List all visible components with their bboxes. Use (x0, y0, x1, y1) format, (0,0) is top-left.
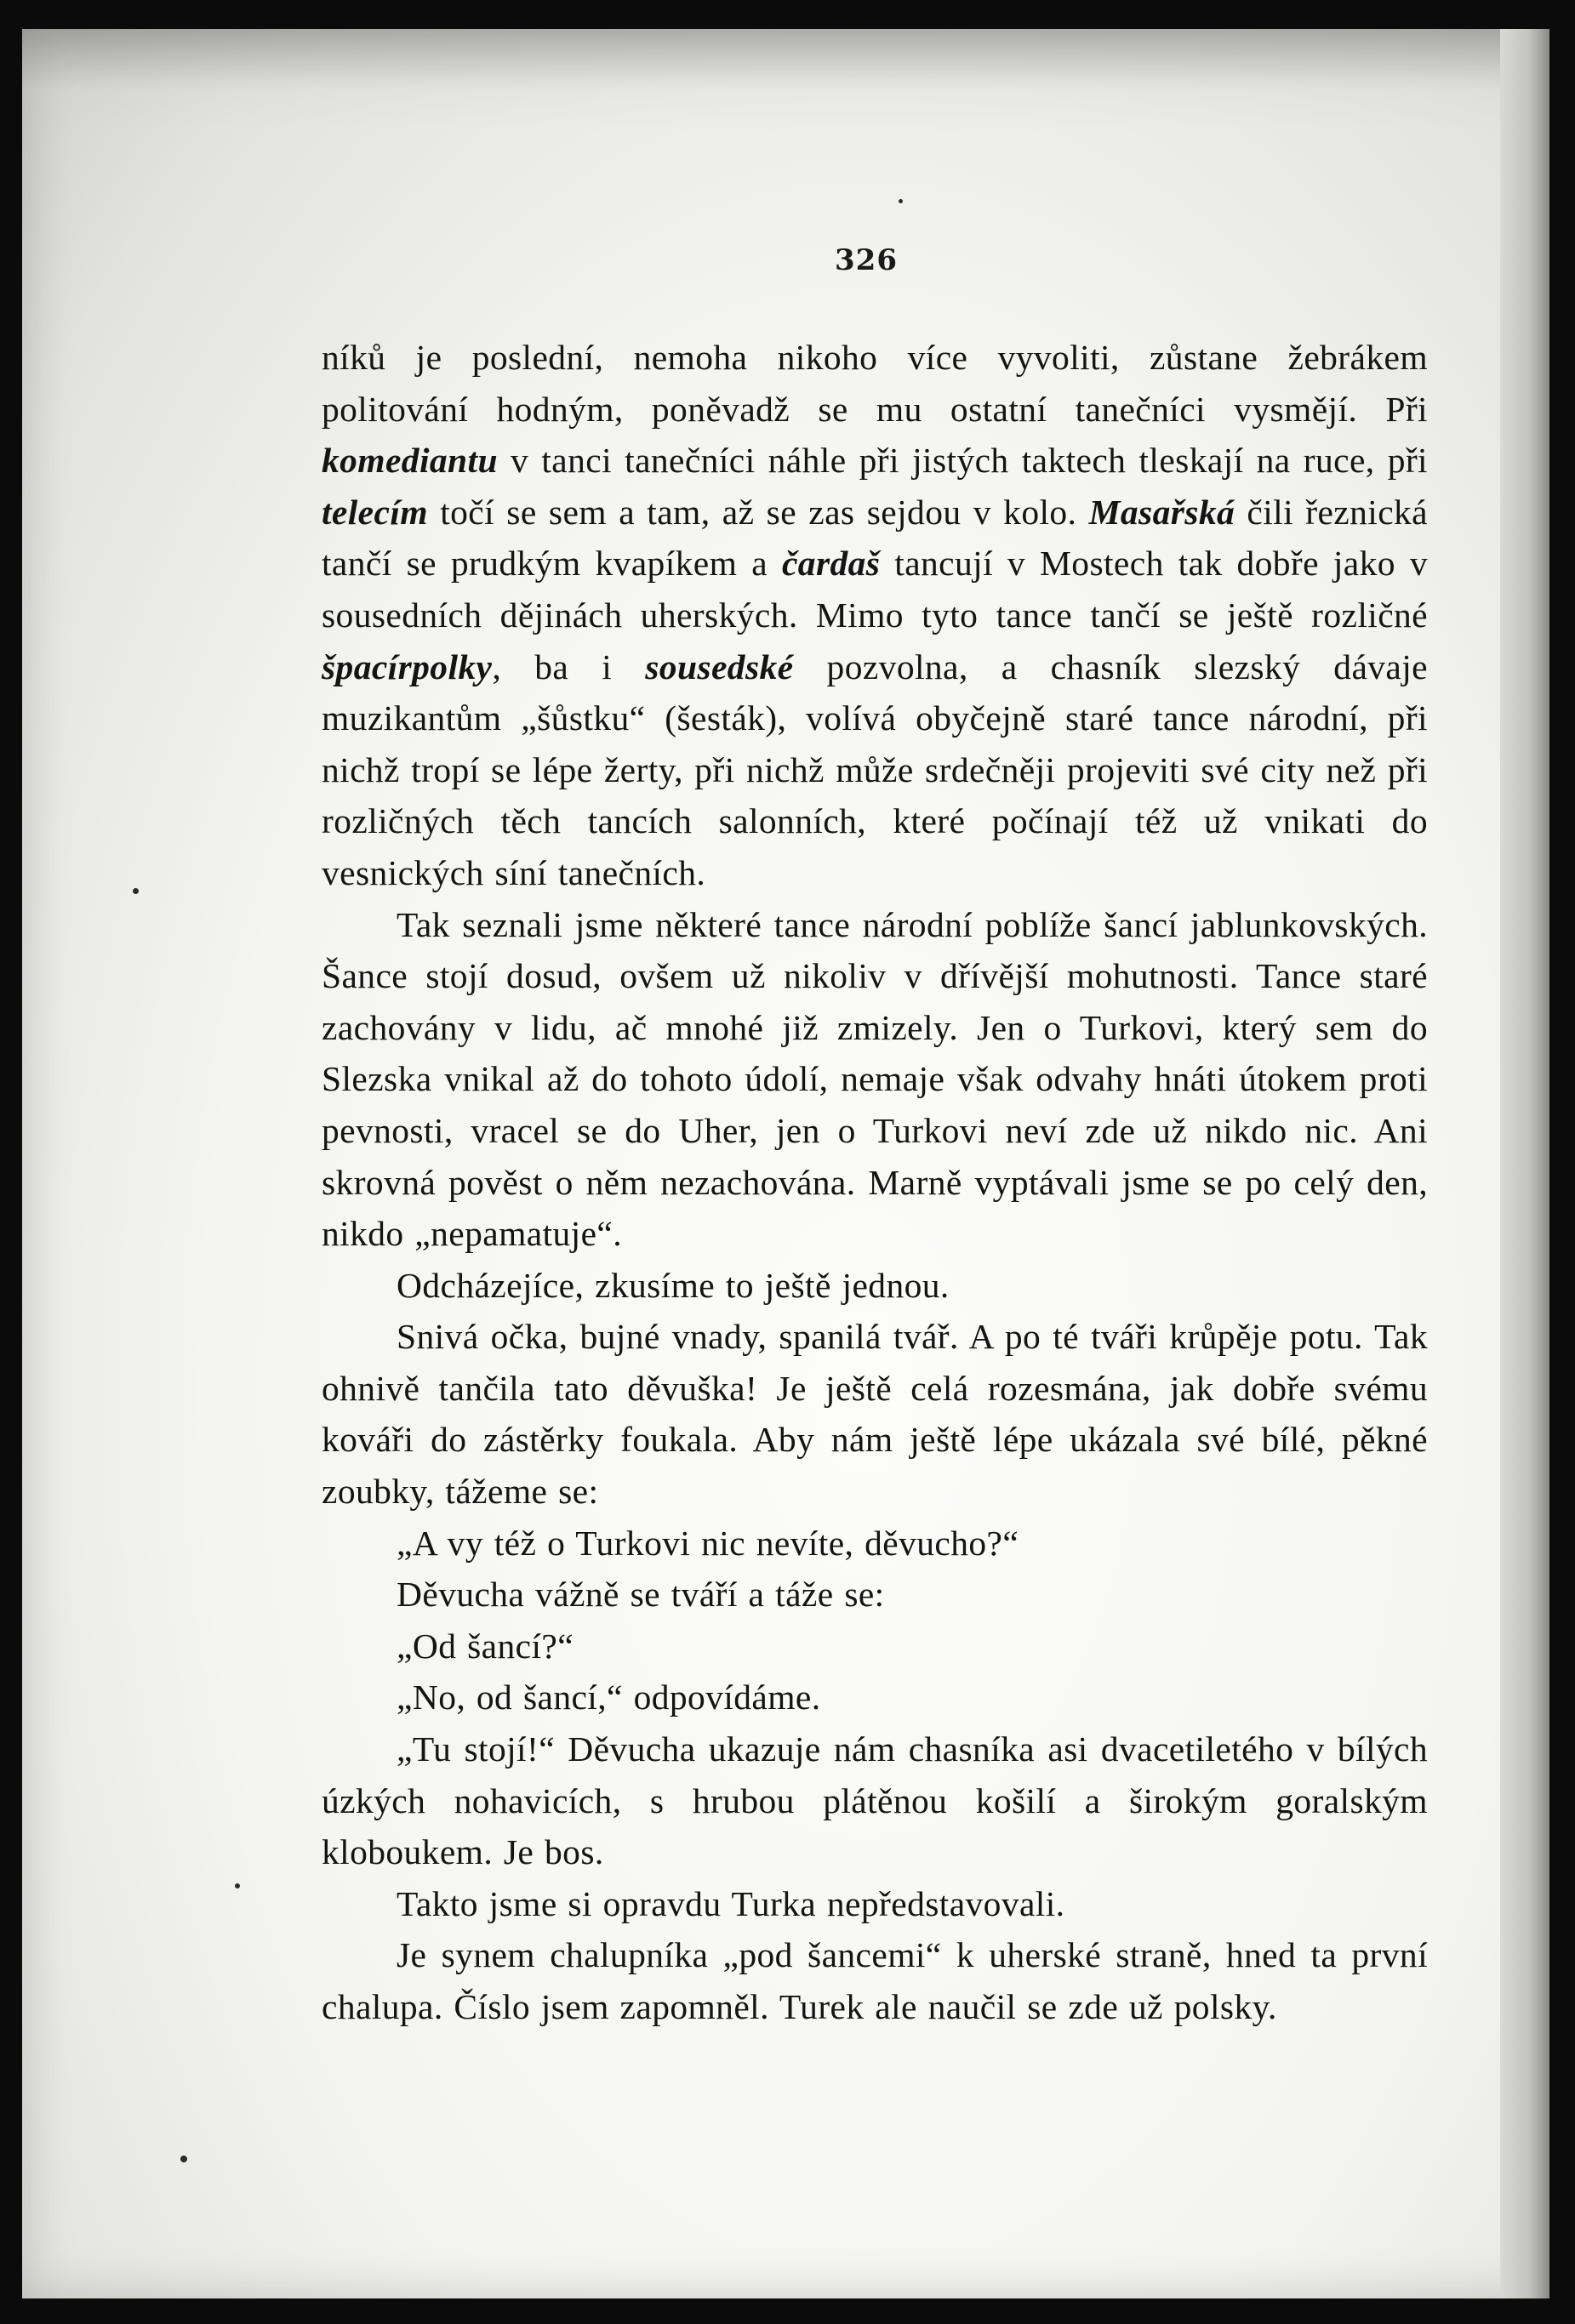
page-top-shadow (22, 29, 1549, 131)
text-run: v tanci tanečníci náhle při jistých taktech tleskají na ruce, při (497, 441, 1428, 481)
italic-term: komediantu (322, 441, 498, 481)
paragraph (322, 1672, 1428, 1723)
text-run: Je synem chalupníka „pod šancemi“ k uherské straně, hned ta první chalupa. Číslo jsem zapomněl. Turek ale naučil se zde už polsky. (322, 1935, 1428, 2026)
print-speck (133, 888, 139, 894)
paragraph (322, 1621, 1428, 1672)
text-run: „A vy též o Turkovi nic nevíte, děvucho?“ (397, 1523, 1019, 1563)
print-speck (235, 1883, 240, 1888)
page-number: 326 (835, 243, 898, 277)
paragraph (322, 1929, 1428, 2032)
text-run: Snivá očka, bujné vnady, spanilá tvář. A po té tváři krůpěje potu. Tak ohnivě tančila tato děvuška! Je ještě celá rozesmána, jak dobře svému kováři do zástěrky foukala. Aby nám ještě lépe ukázala své bílé, pěkné zoubky, tážeme se: (322, 1317, 1428, 1512)
text-run: Odcházejíce, zkusíme to ještě jednou. (397, 1265, 950, 1305)
body-text (322, 332, 1428, 2033)
text-run: Děvucha vážně se tváří a táže se: (397, 1575, 885, 1615)
text-run: čili řeznická tančí se prudkým kvapíkem a (322, 492, 1428, 584)
book-page (22, 29, 1549, 2298)
text-run: níků je poslední, nemoha nikoho více vyvoliti, zůstane žebrákem politování hodným, poněvadž se mu ostatní tanečníci vysmějí. Při (322, 338, 1428, 429)
italic-term: Masařská (1088, 492, 1235, 532)
italic-term: špacírpolky (322, 647, 493, 686)
text-run: točí se sem a tam, až se zas sejdou v kolo. (427, 492, 1089, 532)
text-run: Tak seznali jsme některé tance národní poblíže šancí jablunkovských. Šance stojí dosud, ovšem už nikoliv v dřívější mohutnosti. Tance staré zachovány v lidu, ač mnohé již zmizely. Jen o Turkovi, který sem do Slezska vnikal až do tohoto údolí, nemaje však odvahy hnáti útokem proti pevnosti, vracel se do Uher, jen o Turkovi neví zde už nikdo nic. Ani skrovná pověst o něm nezachována. Marně vyptávali jsme se po celý den, nikdo „nepamatuje“. (322, 904, 1428, 1254)
text-run: , ba i (492, 647, 646, 686)
paragraph (322, 1723, 1428, 1878)
italic-term: čardaš (781, 544, 881, 584)
text-run: „No, od šancí,“ odpovídáme. (397, 1677, 821, 1717)
paragraph (322, 899, 1428, 1260)
text-run: Takto jsme si opravdu Turka nepředstavovali. (397, 1883, 1065, 1923)
text-run: tancují v Mostech tak dobře jako v sousedních dějinách uherských. Mimo tyto tance tančí se ještě rozličné (322, 544, 1428, 635)
print-speck (899, 199, 903, 203)
paragraph (322, 1569, 1428, 1621)
print-speck (180, 2156, 187, 2162)
text-run: „Od šancí?“ (397, 1626, 574, 1666)
paragraph (322, 1260, 1428, 1312)
paragraph (322, 1878, 1428, 1930)
page-right-edge (1500, 29, 1549, 2298)
text-run: „Tu stojí!“ Děvucha ukazuje nám chasníka asi dvacetiletého v bílých úzkých nohavicích, s hrubou plátěnou košilí a širokým goralským kloboukem. Je bos. (322, 1729, 1428, 1872)
paragraph (322, 332, 1428, 899)
text-run: pozvolna, a chasník slezský dávaje muzikantům „šůstku“ (šesták), volívá obyčejně staré tance národní, při nichž tropí se lépe žerty, při nichž může srdečněji projeviti své city než při rozličných těch tancích salonních, které počínají též už vnikati do vesnických síní tanečních. (322, 647, 1428, 892)
italic-term: sousedské (645, 647, 794, 686)
paragraph (322, 1518, 1428, 1569)
paragraph (322, 1311, 1428, 1517)
italic-term: telecím (322, 492, 428, 532)
